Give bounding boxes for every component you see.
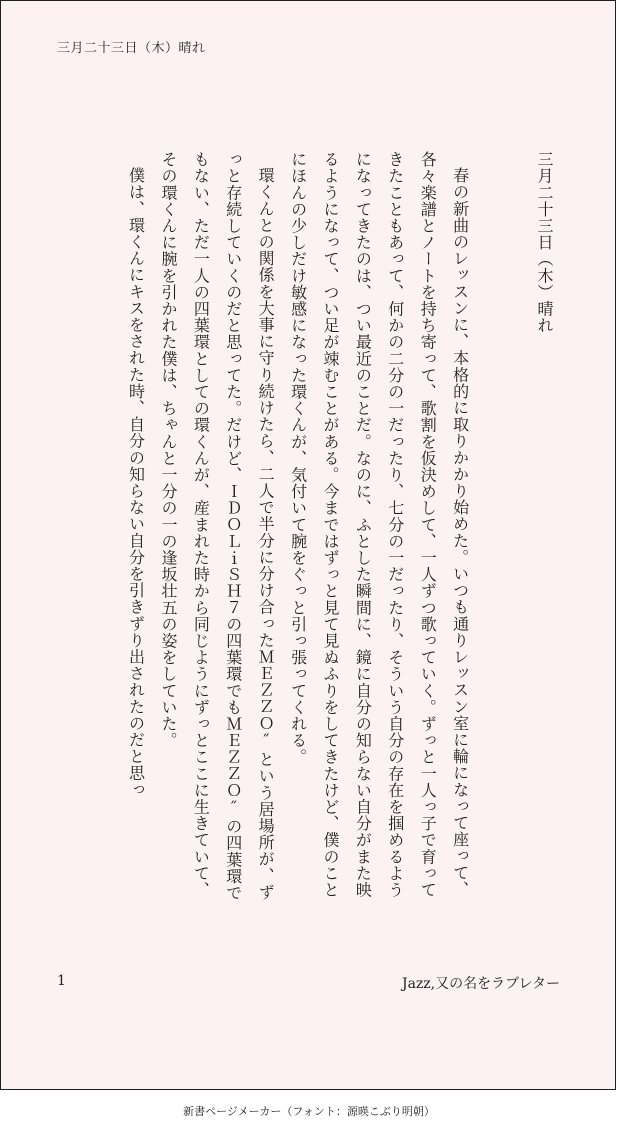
generator-caption: 新書ページメーカー（フォント：源暎こぶり明朝） [183,1105,435,1118]
paragraph-2: 環くんとの関係を大事に守り続けたら、二人で半分に分け合ったＭＥＺＺＯ˝という居場所が、ずっと存続していくのだと思ってた。だけど、ＩＤＯＬｉＳＨ７の四葉環でもＭＥＺＺＯ˝の四葉環でもない、ただ一人の四葉環としての環くんが、産まれた時から同じようにずっとここに生きていて、その環くんに腕を引かれた僕は、ちゃんと一分の一の逢坂壮五の姿をしていた。 [158,151,276,901]
book-title: Jazz,又の名をラブレター [401,976,560,992]
paragraph-1: 春の新曲のレッスンに、本格的に取りかかり始めた。いつも通りレッスン室に輪になって座って、各々楽譜とノートを持ち寄って、歌割を仮決めして、一人ずつ歌っていく。ずっと一人っ子で育ってきたこともあって、何かの二分の一だったり、七分の一だったり、そういう自分の存在を掴めるようになってきたのは、つい最近のことだ。なのに、ふとした瞬間に、鏡に自分の知らない自分がまた映るようになって、つい足が竦むことがある。今まではずっと見て見ぬふりをしてきたけど、僕のことにほんの少しだけ敏感になった環くんが、気付いて腕をぐっと引っ張ってくれる。 [288,151,470,898]
vertical-body-text [126,151,560,911]
chapter-title: 三月二十三日（木）晴れ [535,151,554,334]
paragraph-3: 僕は、環くんにキスをされた時、自分の知らない自分を引きずり出されたのだと思っ [126,167,146,798]
page-number: 1 [57,973,66,989]
running-header: 三月二十三日（木）晴れ [57,41,206,56]
